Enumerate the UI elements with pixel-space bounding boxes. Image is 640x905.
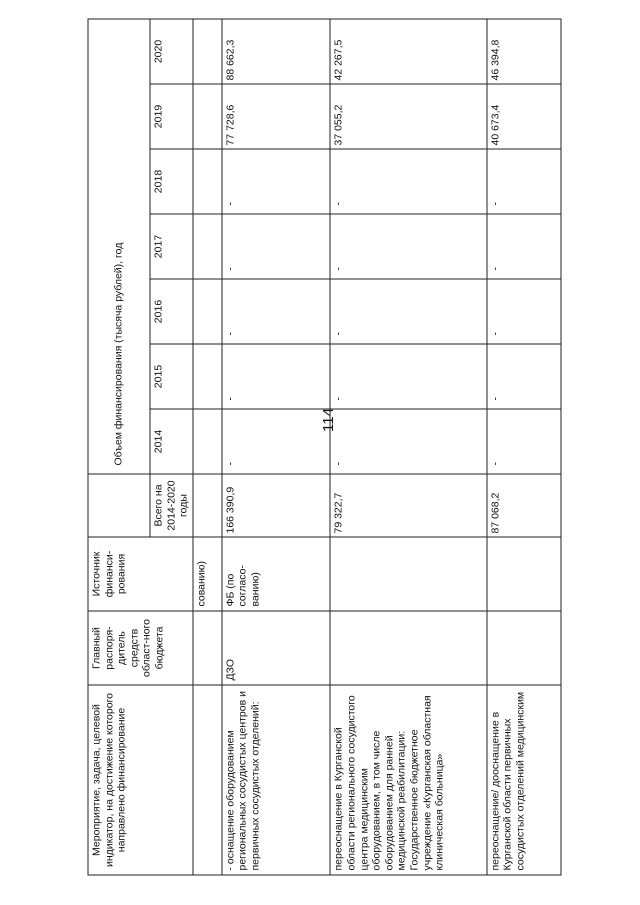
cell-year-2017: - xyxy=(330,214,487,279)
cell-year-2015: - xyxy=(486,344,560,409)
cell-year xyxy=(192,84,221,149)
header-event: Мероприятие, задача, целевой индикатор, на достижение которого направлено финансирование xyxy=(88,685,193,875)
header-year-2015: 2015 xyxy=(150,344,193,409)
header-total: Всего на 2014-2020 годы xyxy=(150,474,193,537)
cell-year xyxy=(192,409,221,474)
cell-event: переоснащение в Курганской области регионального сосудистого центра медицинским оборудованием, в том числе оборудованием для ранней медицинской реабилитации: Государственное бюджетное учреждение «Курганская областная клиническая больница» xyxy=(330,685,487,875)
cell-year-2020: 88 662,3 xyxy=(221,18,329,83)
header-year-2017: 2017 xyxy=(150,214,193,279)
header-year-2016: 2016 xyxy=(150,279,193,344)
cell-manager xyxy=(330,611,487,685)
financing-table xyxy=(87,18,561,875)
header-manager: Главный распоря-дитель средств област-ного бюджета xyxy=(88,611,193,685)
header-total-blank xyxy=(88,474,150,537)
cell-source: сованию) xyxy=(192,537,221,611)
cell-total: 166 390,9 xyxy=(221,474,329,537)
table-row-continuation xyxy=(192,18,221,874)
cell-year xyxy=(192,214,221,279)
cell-manager xyxy=(192,611,221,685)
header-volume: Объем финансирования (тысяча рублей), год xyxy=(88,18,150,473)
cell-year-2016: - xyxy=(330,279,487,344)
cell-year-2014: - xyxy=(486,409,560,474)
page-number: 114 xyxy=(319,408,337,432)
cell-year-2018: - xyxy=(330,149,487,214)
cell-source xyxy=(486,537,560,611)
table-row xyxy=(221,18,329,874)
cell-source xyxy=(330,537,487,611)
cell-total: 87 068,2 xyxy=(486,474,560,537)
cell-year-2019: 77 728,6 xyxy=(221,84,329,149)
cell-year-2016: - xyxy=(486,279,560,344)
table-row xyxy=(486,18,560,874)
rotated-table-wrapper xyxy=(87,20,561,875)
cell-year-2016: - xyxy=(221,279,329,344)
cell-year-2019: 40 673,4 xyxy=(486,84,560,149)
cell-year-2019: 37 055,2 xyxy=(330,84,487,149)
cell-year-2014: - xyxy=(330,409,487,474)
cell-year-2017: - xyxy=(221,214,329,279)
header-year-2014: 2014 xyxy=(150,409,193,474)
cell-manager xyxy=(486,611,560,685)
cell-year-2015: - xyxy=(221,344,329,409)
cell-event: - оснащение оборудованием региональных сосудистых центров и первичных сосудистых отделений: xyxy=(221,685,329,875)
cell-total xyxy=(192,474,221,537)
cell-manager: ДЗО xyxy=(221,611,329,685)
cell-year-2018: - xyxy=(486,149,560,214)
table-row xyxy=(330,18,487,874)
cell-year-2017: - xyxy=(486,214,560,279)
header-source: Источник финанси-рования xyxy=(88,537,193,611)
header-year-2019: 2019 xyxy=(150,84,193,149)
cell-year-2018: - xyxy=(221,149,329,214)
cell-year xyxy=(192,279,221,344)
cell-year-2020: 46 394,8 xyxy=(486,18,560,83)
cell-event: переоснащение/ дооснащение в Курганской области первичных сосудистых отделений медицинским xyxy=(486,685,560,875)
header-year-2020: 2020 xyxy=(150,18,193,83)
cell-year-2015: - xyxy=(330,344,487,409)
cell-total: 79 322,7 xyxy=(330,474,487,537)
cell-year xyxy=(192,18,221,83)
cell-source: ФБ (по согласо-ванию) xyxy=(221,537,329,611)
cell-year-2020: 42 267,5 xyxy=(330,18,487,83)
cell-year xyxy=(192,344,221,409)
cell-year-2014: - xyxy=(221,409,329,474)
header-year-2018: 2018 xyxy=(150,149,193,214)
cell-event xyxy=(192,685,221,875)
cell-year xyxy=(192,149,221,214)
